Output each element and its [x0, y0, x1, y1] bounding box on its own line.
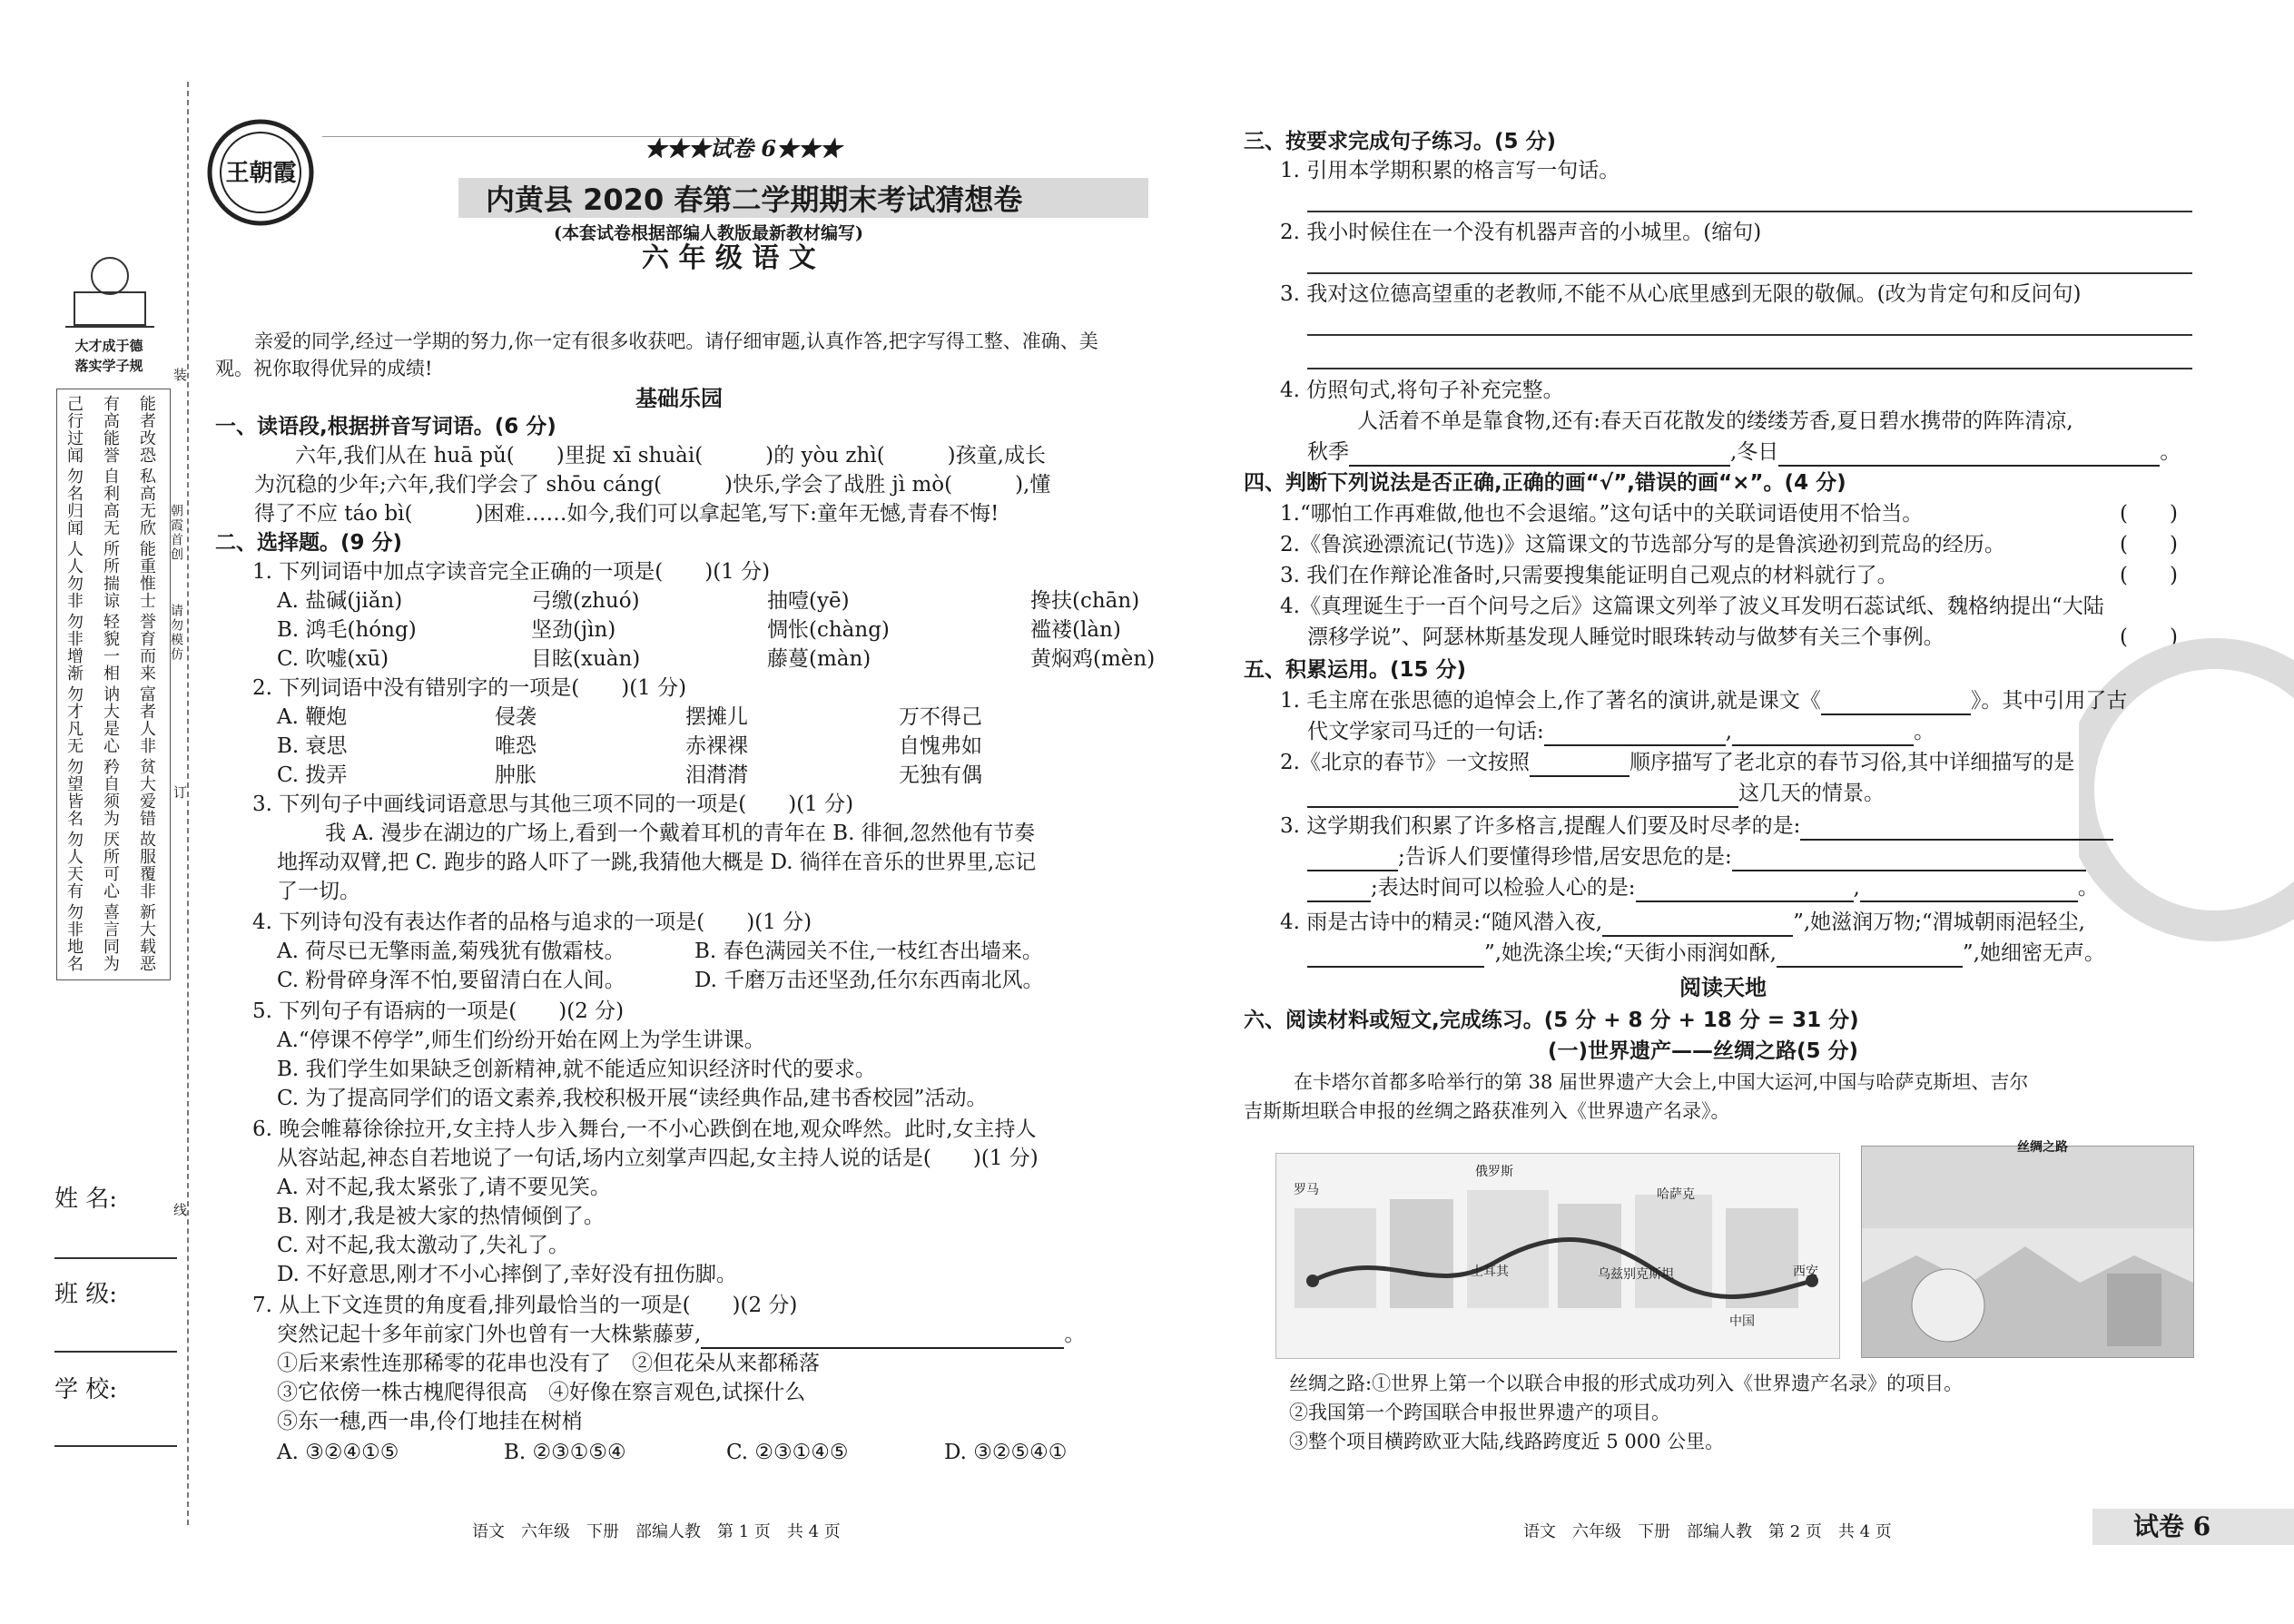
rule-column: 喜言同为 [101, 903, 120, 972]
answer-line[interactable] [1307, 368, 2192, 369]
rule-column: 贫大爱错 [137, 758, 156, 827]
option-item: 赤裸裸 [685, 734, 748, 758]
rule-column: 能重惟士 [137, 540, 156, 609]
option-item: 目眩(xuàn) [531, 647, 641, 671]
rule-column: 能者改恐 [137, 395, 156, 464]
q2-2-stem: 2. 下列词语中没有错别字的一项是( )(1 分) [252, 676, 687, 700]
q3-2: 2. 我小时候住在一个没有机器声音的小城里。(缩句) [1280, 221, 1762, 244]
side-mark: 订 [172, 785, 188, 801]
q2-3-text: 我 A. 漫步在湖边的广场上,看到一个戴着耳机的青年在 B. 徘徊,忽然他有节奏 [325, 822, 1035, 845]
rule-column: 勿非增渐 [64, 613, 84, 682]
watermark-seal [2079, 626, 2294, 971]
option-item: 藤蔓(màn) [767, 647, 871, 671]
side-mark: 装 [172, 368, 188, 383]
option-item: 坚劲(jìn) [531, 618, 616, 642]
q1-line: 得了不应 táo bì( )困难……如今,我们可以拿起笔,写下:童年无憾,青春不悔! [254, 502, 999, 526]
rule-column: 讷大是心 [101, 685, 120, 754]
photo-title: 丝绸之路 [2017, 1140, 2068, 1155]
q2-7-option: D. ③②⑤④① [944, 1441, 1068, 1464]
rule-column: 有高能誉 [101, 395, 120, 464]
q2-7-option: B. ②③①⑤④ [504, 1441, 626, 1464]
option-item: 惆怅(chàng) [767, 618, 890, 642]
rule-column: 矜自须为 [101, 758, 120, 827]
option-item: 侵袭 [495, 705, 537, 729]
option-item: 无独有偶 [899, 763, 982, 787]
blank[interactable] [1860, 881, 2078, 902]
q4-item: 漂移学说”、阿瑟林斯基发现人睡觉时眼珠转动与做梦有关三个事例。 [1307, 625, 1944, 649]
sidebar-rules [56, 389, 171, 980]
q2-6-option: D. 不好意思,刚才不小心摔倒了,幸好没有扭伤脚。 [277, 1263, 737, 1286]
map-label: 罗马 [1294, 1183, 1319, 1197]
q2-6-stem: 6. 晚会帷幕徐徐拉开,女主持人步入舞台,一不小心跌倒在地,观众哗然。此时,女主持人 [252, 1117, 1037, 1141]
q5-4c: ”,她洗涤尘埃;“天街小雨润如酥, ”,她细密无声。 [1307, 939, 2105, 968]
sidebar-motto [53, 336, 165, 376]
class-label: 班 级: [54, 1281, 118, 1308]
q2-title: 二、选择题。(9 分) [215, 531, 403, 555]
silk-road-map [1275, 1153, 1840, 1359]
option-item: A. 鞭炮 [277, 705, 348, 729]
map-label: 土耳其 [1471, 1265, 1509, 1279]
winter-blank[interactable] [1778, 445, 2160, 467]
reading-title: 阅读天地 [1679, 975, 1767, 1000]
q6-text: 吉斯斯坦联合申报的丝绸之路获准列入《世界遗产名录》。 [1244, 1100, 1730, 1122]
q2-4-stem: 4. 下列诗句没有表达作者的品格与追求的一项是( )(1 分) [252, 910, 812, 934]
blank[interactable] [1530, 755, 1629, 777]
q3-4: 4. 仿照句式,将句子补充完整。 [1280, 379, 1564, 402]
q6-title: 六、阅读材料或短文,完成练习。(5 分 + 8 分 + 18 分 = 31 分) [1244, 1009, 1859, 1032]
rule-column: 人人勿非 [64, 540, 84, 609]
q5-3: 3. 这学期我们积累了许多格言,提醒人们要及时尽孝的是: [1280, 812, 2113, 841]
motto-line: 落实学子规 [74, 358, 143, 374]
page-footer: 语文 六年级 下册 部编人教 第 2 页 共 4 页 [1523, 1522, 1892, 1541]
blank[interactable] [1602, 915, 1793, 937]
q4-item: 2.《鲁滨逊漂流记(节选)》这篇课文的节选部分写的是鲁滨逊初到荒岛的经历。 [1280, 533, 2005, 556]
q5-1: 1. 毛主席在张思德的追悼会上,作了著名的演讲,就是课文《 》。其中引用了古 [1280, 686, 2127, 715]
name-label: 姓 名: [54, 1186, 118, 1213]
blank[interactable] [1307, 881, 1371, 902]
q3-4-fill: 秋季 ,冬日 。 [1307, 438, 2181, 467]
option-item: C. 吹嘘(xū) [277, 647, 389, 671]
q2-7-option: C. ②③①④⑤ [726, 1441, 849, 1464]
q2-6-option: B. 刚才,我是被大家的热情倾倒了。 [277, 1205, 605, 1228]
blank[interactable] [1307, 946, 1484, 968]
side-label: 朝霞首创 [169, 504, 183, 562]
exam-title: 内黄县 2020 春第二学期期末考试猜想卷 [486, 182, 1023, 217]
q5-title: 五、积累运用。(15 分) [1244, 658, 1467, 682]
answer-line[interactable] [1307, 272, 2192, 274]
q2-7-line: ③它依傍一株古槐爬得很高 ④好像在察言观色,试探什么 [277, 1381, 806, 1404]
q4-item: 4.《真理诞生于一百个问号之后》这篇课文列举了波义耳发明石蕊试纸、魏格纳提出“大陆 [1280, 595, 2104, 618]
q5-2: 2.《北京的春节》一文按照 顺序描写了老北京的春节习俗,其中详细描写的是 [1280, 748, 2074, 777]
q4-item: 3. 我们在作辩论准备时,只需要搜集能证明自己观点的材料就行了。 [1280, 564, 1898, 587]
blank[interactable] [1821, 694, 1971, 715]
section-title: 基础乐园 [635, 386, 723, 411]
q5-3c: ;表达时间可以检验人心的是: , 。 [1307, 873, 2099, 902]
option-item: A. 盐碱(jiǎn) [277, 589, 403, 613]
name-field[interactable] [54, 1257, 177, 1259]
option-item: C. 拨弄 [277, 763, 348, 787]
rule-column: 自利高无 [101, 468, 120, 536]
q5-4: 4. 雨是古诗中的精灵:“随风潜入夜, ”,她滋润万物;“渭城朝雨浥轻尘, [1280, 908, 2085, 937]
q2-4-option: C. 粉骨碎身浑不怕,要留清白在人间。 [277, 969, 625, 992]
answer-line[interactable] [1307, 211, 2192, 212]
note-line: ③整个项目横跨欧亚大陆,线路跨度近 5 000 公里。 [1289, 1431, 1725, 1452]
q2-6-stem: 从容站起,神态自若地说了一句话,场内立刻掌声四起,女主持人说的话是( )(1 分) [277, 1147, 1039, 1170]
exam-number: ★★★试卷 6★★★ [645, 135, 842, 162]
q1-line: 六年,我们从在 huā pǔ( )里捉 xī shuài( )的 yòu zhì( )孩童,成长 [295, 444, 1046, 468]
rule-column: 勿非地名 [64, 903, 84, 972]
q2-3-text: 了一切。 [277, 880, 360, 903]
rule-column: 富者人非 [137, 685, 156, 754]
autumn-blank[interactable] [1349, 445, 1730, 467]
blank[interactable] [1732, 724, 1914, 746]
option-item: 抽噎(yē) [767, 589, 850, 613]
rule-column: 私高无欣 [137, 468, 156, 536]
q2-6-option: A. 对不起,我太紧张了,请不要见笑。 [277, 1176, 611, 1199]
map-label: 俄罗斯 [1475, 1165, 1513, 1179]
q3-1: 1. 引用本学期积累的格言写一句话。 [1280, 159, 1620, 182]
q3-4-text: 人活着不单是靠食物,还有:春天百花散发的缕缕芳香,夏日碧水携带的阵阵清凉, [1357, 409, 2073, 433]
q2-1-stem: 1. 下列词语中加点字读音完全正确的一项是( )(1 分) [252, 560, 771, 584]
note-line: 丝绸之路:①世界上第一个以联合申报的形式成功列入《世界遗产名录》的项目。 [1289, 1373, 1964, 1394]
class-field[interactable] [54, 1351, 177, 1353]
q4-title: 四、判断下列说法是否正确,正确的画“√”,错误的画“×”。(4 分) [1244, 471, 1846, 495]
silk-road-photo [1861, 1146, 2194, 1358]
blank[interactable] [1732, 850, 2086, 871]
rule-column: 新大载恶 [137, 903, 156, 972]
subject-title: 六 年 级 语 文 [642, 242, 816, 274]
rule-column: 己行过闻 [64, 395, 84, 464]
blank[interactable] [1800, 819, 2113, 841]
map-label: 哈萨克 [1657, 1187, 1695, 1202]
q2-7-line: ⑤东一穗,西一串,伶仃地挂在树梢 [277, 1410, 583, 1433]
option-item: 褴褛(làn) [1030, 618, 1121, 642]
judge-paren[interactable]: ( ) [2120, 502, 2178, 526]
q3-3: 3. 我对这位德高望重的老教师,不能不从心底里感到无限的敬佩。(改为肯定句和反问句) [1280, 282, 2082, 306]
q3-title: 三、按要求完成句子练习。(5 分) [1244, 130, 1557, 153]
q2-3-stem: 3. 下列句子中画线词语意思与其他三项不同的一项是( )(1 分) [252, 792, 854, 816]
q2-7-line: 突然记起十多年前家门外也曾有一大株紫藤萝, 。 [277, 1320, 1085, 1349]
option-item: 弓缴(zhuó) [531, 589, 640, 613]
rule-column: 轻貌一相 [101, 613, 120, 682]
map-label: 中国 [1729, 1314, 1755, 1329]
rule-column: 勿名归闻 [64, 468, 84, 536]
fold-line [187, 82, 189, 1525]
q2-6-option: C. 对不起,我太激动了,失礼了。 [277, 1234, 570, 1257]
school-field[interactable] [54, 1445, 177, 1447]
option-item: 唯恐 [495, 734, 537, 758]
brand-name: 王朝霞 [225, 160, 297, 187]
mascot [56, 254, 163, 334]
intro-line: 亲爱的同学,经过一学期的努力,你一定有很多收获吧。请仔细审题,认真作答,把字写得工整、准确、美 [254, 330, 1098, 352]
q2-5-stem: 5. 下列句子有语病的一项是( )(2 分) [252, 999, 625, 1023]
option-item: 万不得己 [899, 705, 982, 729]
rule-column: 厌所可心 [101, 831, 120, 900]
q6-subtitle: (一)世界遗产——丝绸之路(5 分) [1548, 1039, 1859, 1063]
rule-column: 所所揣谅 [101, 540, 120, 609]
map-label: 西安 [1793, 1265, 1818, 1279]
q5-1c: 代文学家司马迁的一句话: , 。 [1307, 717, 1935, 746]
blank[interactable] [1544, 724, 1726, 746]
answer-line[interactable] [1307, 334, 2192, 336]
option-item: B. 衰思 [277, 734, 348, 758]
judge-paren[interactable]: ( ) [2120, 533, 2178, 556]
q2-7-blank[interactable] [701, 1327, 1064, 1349]
judge-paren[interactable]: ( ) [2120, 564, 2178, 587]
rule-column: 勿才凡无 [64, 685, 84, 754]
option-item: 摆摊儿 [685, 705, 748, 729]
exam-note: (本套试卷根据部编人教版最新教材编写) [554, 223, 863, 243]
rule-column: 勿人天有 [64, 831, 84, 900]
map-label: 乌兹别克斯坦 [1598, 1267, 1674, 1282]
rule-column: 故服覆非 [137, 831, 156, 900]
option-item: 泪潸潸 [685, 763, 748, 787]
rule-column: 誉育而来 [137, 613, 156, 682]
page-footer: 语文 六年级 下册 部编人教 第 1 页 共 4 页 [472, 1522, 841, 1541]
side-label: 请勿模仿 [169, 604, 183, 662]
q2-7-option: A. ③②④①⑤ [277, 1441, 399, 1464]
q2-4-option: A. 荷尽已无擎雨盖,菊残犹有傲霜枝。 [277, 940, 625, 963]
q2-3-text: 地挥动双臂,把 C. 跑步的路人吓了一跳,我猜他大概是 D. 徜徉在音乐的世界里,忘记 [277, 851, 1037, 874]
q4-item: 1.“哪怕工作再难做,他也不会退缩。”这句话中的关联词语使用不恰当。 [1280, 502, 1924, 526]
blank[interactable] [1307, 786, 1738, 808]
q2-5-option: C. 为了提高同学们的语文素养,我校积极开展“读经典作品,建书香校园”活动。 [277, 1087, 988, 1110]
intro-line: 观。祝你取得优异的成绩! [215, 358, 433, 379]
blank[interactable] [1636, 881, 1854, 902]
q6-text: 在卡塔尔首都多哈举行的第 38 届世界遗产大会上,中国大运河,中国与哈萨克斯坦、吉尔 [1294, 1071, 2029, 1093]
school-label: 学 校: [54, 1376, 118, 1403]
blank[interactable] [1307, 850, 1398, 871]
option-item: 黄焖鸡(mèn) [1030, 647, 1156, 671]
q2-7-stem: 7. 从上下文连贯的角度看,排列最恰当的一项是( )(2 分) [252, 1294, 798, 1317]
q5-2c: 这几天的情景。 [1307, 779, 1885, 808]
corner-label: 试卷 6 [2133, 1511, 2211, 1541]
judge-paren[interactable]: ( ) [2120, 625, 2178, 649]
option-item: B. 鸿毛(hóng) [277, 618, 417, 642]
option-item: 肿胀 [495, 763, 537, 787]
option-item: 搀扶(chān) [1030, 589, 1140, 613]
q2-5-option: B. 我们学生如果缺乏创新精神,就不能适应知识经济时代的要求。 [277, 1058, 876, 1081]
q1-line: 为沉稳的少年;六年,我们学会了 shōu cáng( )快乐,学会了战胜 jì mò( ),懂 [254, 473, 1051, 497]
note-line: ②我国第一个跨国联合申报世界遗产的项目。 [1289, 1402, 1670, 1423]
blank[interactable] [1777, 946, 1963, 968]
q2-4-option: B. 春色满园关不住,一枝红杏出墙来。 [694, 940, 1043, 963]
side-mark: 线 [172, 1203, 188, 1218]
q2-4-option: D. 千磨万击还坚劲,任尔东西南北风。 [694, 969, 1044, 992]
motto-line: 大才成于德 [74, 338, 143, 354]
q1-title: 一、读语段,根据拼音写词语。(6 分) [215, 415, 556, 438]
rule-column: 勿望皆名 [64, 758, 84, 827]
option-item: 自愧弗如 [899, 734, 982, 758]
q2-5-option: A.“停课不停学”,师生们纷纷开始在网上为学生讲课。 [277, 1029, 765, 1052]
q2-7-line: ①后来索性连那稀零的花串也没有了 ②但花朵从来都稀落 [277, 1352, 820, 1375]
q5-3b: ;告诉人们要懂得珍惜,居安思危的是: [1307, 842, 2086, 871]
